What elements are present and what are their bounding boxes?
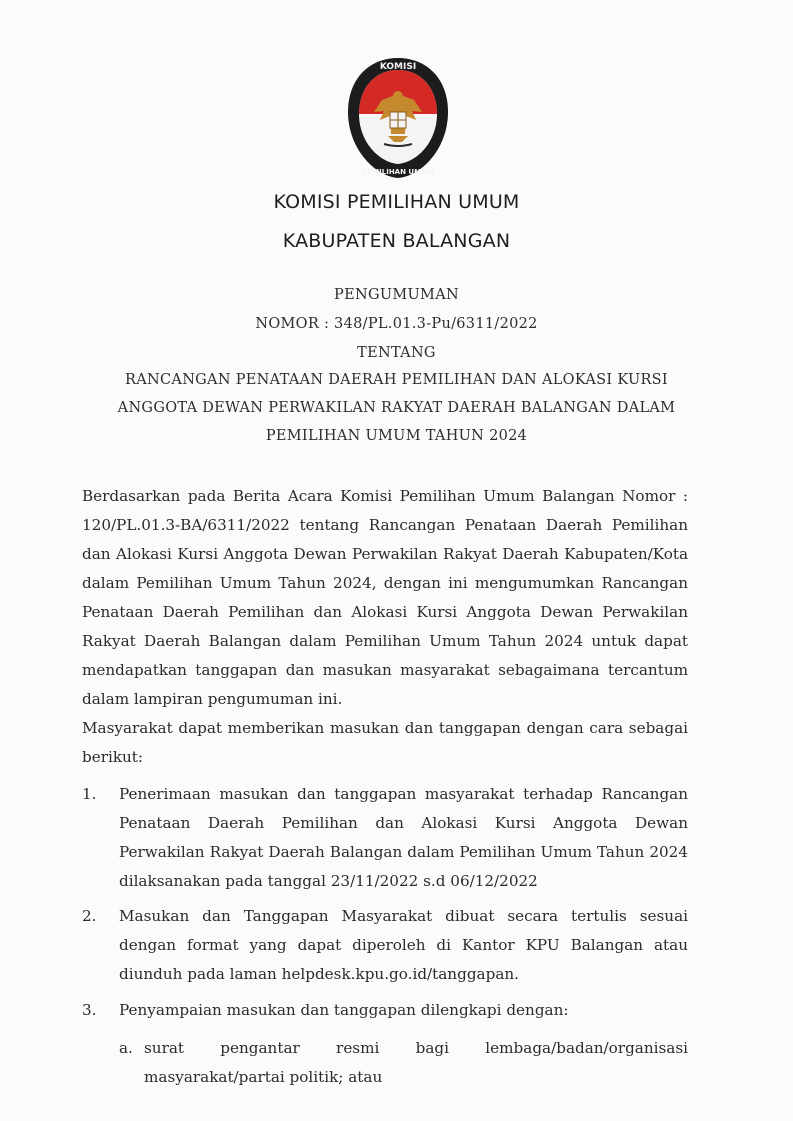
list-item-number: 2. [82,907,97,925]
sub-item-text: surat pengantar resmi bagi lembaga/badan/organisasi masyarakat/partai politik; atau [144,1039,688,1086]
sub-item-letter: a. [119,1039,133,1057]
org-name-line1: KOMISI PEMILIHAN UMUM [273,191,520,213]
list-item-text: Penyampaian masukan dan tanggapan dilengkapi dengan: [119,1001,569,1019]
list-item-text: Penerimaan masukan dan tanggapan masyarakat terhadap Rancangan Penataan Daerah Pemilihan dan Alokasi Kursi Anggota Dewan Perwakilan Rakyat Daerah Balangan dalam Pemilihan Umum Tahun 2024 dilaksanakan pada tanggal 23/11/2022 s.d 06/12/2022 [119,785,688,890]
body-paragraph-2: Masyarakat dapat memberikan masukan dan tanggapan dengan cara sebagai berikut: [82,719,688,766]
announcement-title-line1: RANCANGAN PENATAAN DAERAH PEMILIHAN DAN ALOKASI KURSI [125,372,668,388]
org-name-line2: KABUPATEN BALANGAN [282,230,511,252]
announcement-title-line3: PEMILIHAN UMUM TAHUN 2024 [265,428,528,444]
kpu-logo-emblem [344,56,452,180]
svg-text:PEMILIHAN UMUM: PEMILIHAN UMUM [362,168,434,176]
announcement-title-line2: ANGGOTA DEWAN PERWAKILAN RAKYAT DAERAH BALANGAN DALAM [117,400,676,416]
announcement-type: PENGUMUMAN [334,287,459,303]
svg-text:KOMISI: KOMISI [379,62,417,72]
list-item-number: 3. [82,1001,97,1019]
list-item-number: 1. [82,785,97,803]
announcement-about: TENTANG [357,345,436,361]
list-item-text: Masukan dan Tanggapan Masyarakat dibuat secara tertulis sesuai dengan format yang dapat diperoleh di Kantor KPU Balangan atau diunduh pada laman helpdesk.kpu.go.id/tanggapan. [119,907,688,983]
body-paragraph-1: Berdasarkan pada Berita Acara Komisi Pemilihan Umum Balangan Nomor : 120/PL.01.3-BA/6311/2022 tentang Rancangan Penataan Daerah Pemilihan dan Alokasi Kursi Anggota Dewan Perwakilan Rakyat Daerah Kabupaten/Kota dalam Pemilihan Umum Tahun 2024, dengan ini mengumumkan Rancangan Penataan Daerah Pemilihan dan Alokasi Kursi Anggota Dewan Perwakilan Rakyat Daerah Balangan dalam Pemilihan Umum Tahun 2024 untuk dapat mendapatkan tanggapan dan masukan masyarakat sebagaimana tercantum dalam lampiran pengumuman ini. [82,487,688,708]
announcement-number: NOMOR : 348/PL.01.3-Pu/6311/2022 [255,316,538,332]
